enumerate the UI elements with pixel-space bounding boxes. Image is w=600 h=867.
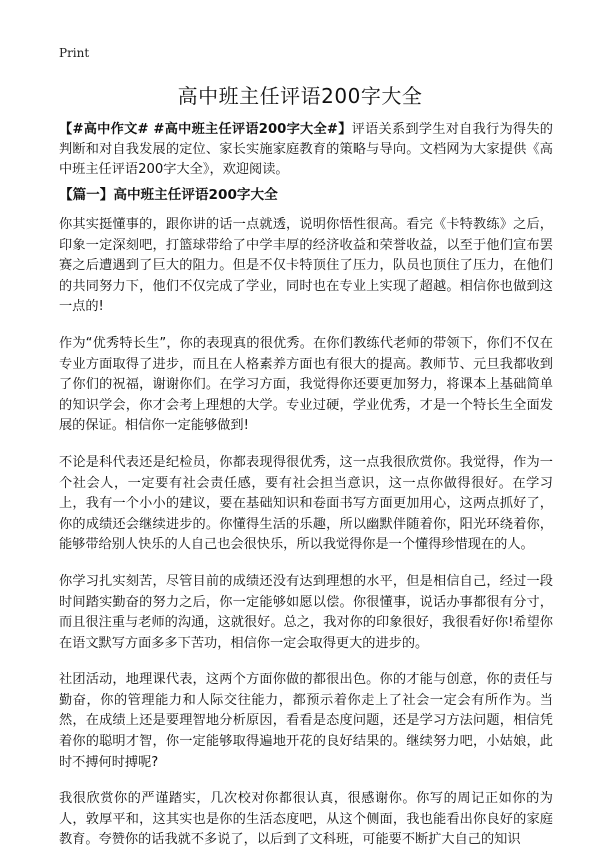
intro-paragraph — [59, 120, 553, 180]
intro-text: 评语关系到学生对自我行为得失的判断和对自我发展的定位、家长实施家庭教育的策略与导向。文档网为大家提供《高中班主任评语200字大全》，欢迎阅读。 — [59, 122, 553, 177]
intro-tag: 【#高中作文# #高中班主任评语200字大全#】 — [59, 122, 352, 137]
body-paragraphs — [59, 215, 553, 867]
page-title: 高中班主任评语200字大全 — [177, 84, 423, 108]
paragraph: 我很欣赏你的严谨踏实，几次校对你都很认真，很感谢你。你写的周记正如你的为人，敦厚平和，这其实也是你的生活态度吧，从这个侧面，我也能看出你良好的家庭教育。夸赞你的话我就不多说了，以后到了文科班，可能要不断扩大自己的知识 — [59, 791, 553, 848]
paragraph: 你学习扎实刻苦，尽管目前的成绩还没有达到理想的水平，但是相信自己，经过一段时间踏实勤奋的努力之后，你一定能够如愿以偿。你很懂事，说话办事都很有分寸，而且很注重与老师的沟通，这就很好。总之，我对你的印象很好，我很看好你!希望你在语文默写方面多多下苦功，相信你一定会取得更大的进步的。 — [59, 573, 553, 651]
section-heading: 【篇一】高中班主任评语200字大全 — [59, 187, 278, 203]
print-label[interactable]: Print — [59, 46, 90, 60]
paragraph: 不论是科代表还是纪检员，你都表现得很优秀，这一点我很欣赏你。我觉得，作为一个社会人，一定要有社会责任感，要有社会担当意识，这一点你做得很好。在学习上，我有一个小小的建议，要在基础知识和卷面书写方面更加用心，这两点抓好了，你的成绩还会继续进步的。你懂得生活的乐趣，所以幽默伴随着你，阳光环绕着你，能够带给别人快乐的人自己也会很快乐，所以我觉得你是一个懂得珍惜现在的人。 — [59, 454, 553, 553]
paragraph: 你其实挺懂事的，跟你讲的话一点就透，说明你悟性很高。看完《卡特教练》之后，印象一定深刻吧，打篮球带给了中学丰厚的经济收益和荣誉收益，以至于他们宣布罢赛之后遭遇到了巨大的阻力。但是不仅卡特顶住了压力，队员也顶住了压力，在他们的共同努力下，他们不仅完成了学业，同时也在专业上实现了超越。相信你也做到这一点的! — [59, 217, 553, 315]
paragraph: 社团活动，地理课代表，这两个方面你做的都很出色。你的才能与创意，你的责任与勤奋，你的管理能力和人际交往能力，都预示着你走上了社会一定会有所作为。当然，在成绩上还是要理智地分析原因，看看是态度问题，还是学习方法问题，相信凭着你的聪明才智，你一定能够取得遍地开花的良好结果的。继续努力吧，小姑娘，此时不搏何时搏呢? — [59, 672, 553, 770]
paragraph: 作为“优秀特长生”，你的表现真的很优秀。在你们教练代老师的带领下，你们不仅在专业方面取得了进步，而且在人格素养方面也有很大的提高。教师节、元旦我都收到了你们的祝福，谢谢你们。在学习方面，我觉得你还要更加努力，将课本上基础简单的知识学会，你才会考上理想的大学。专业过硬，学业优秀，才是一个特长生全面发展的保证。相信你一定能够做到! — [59, 335, 553, 434]
